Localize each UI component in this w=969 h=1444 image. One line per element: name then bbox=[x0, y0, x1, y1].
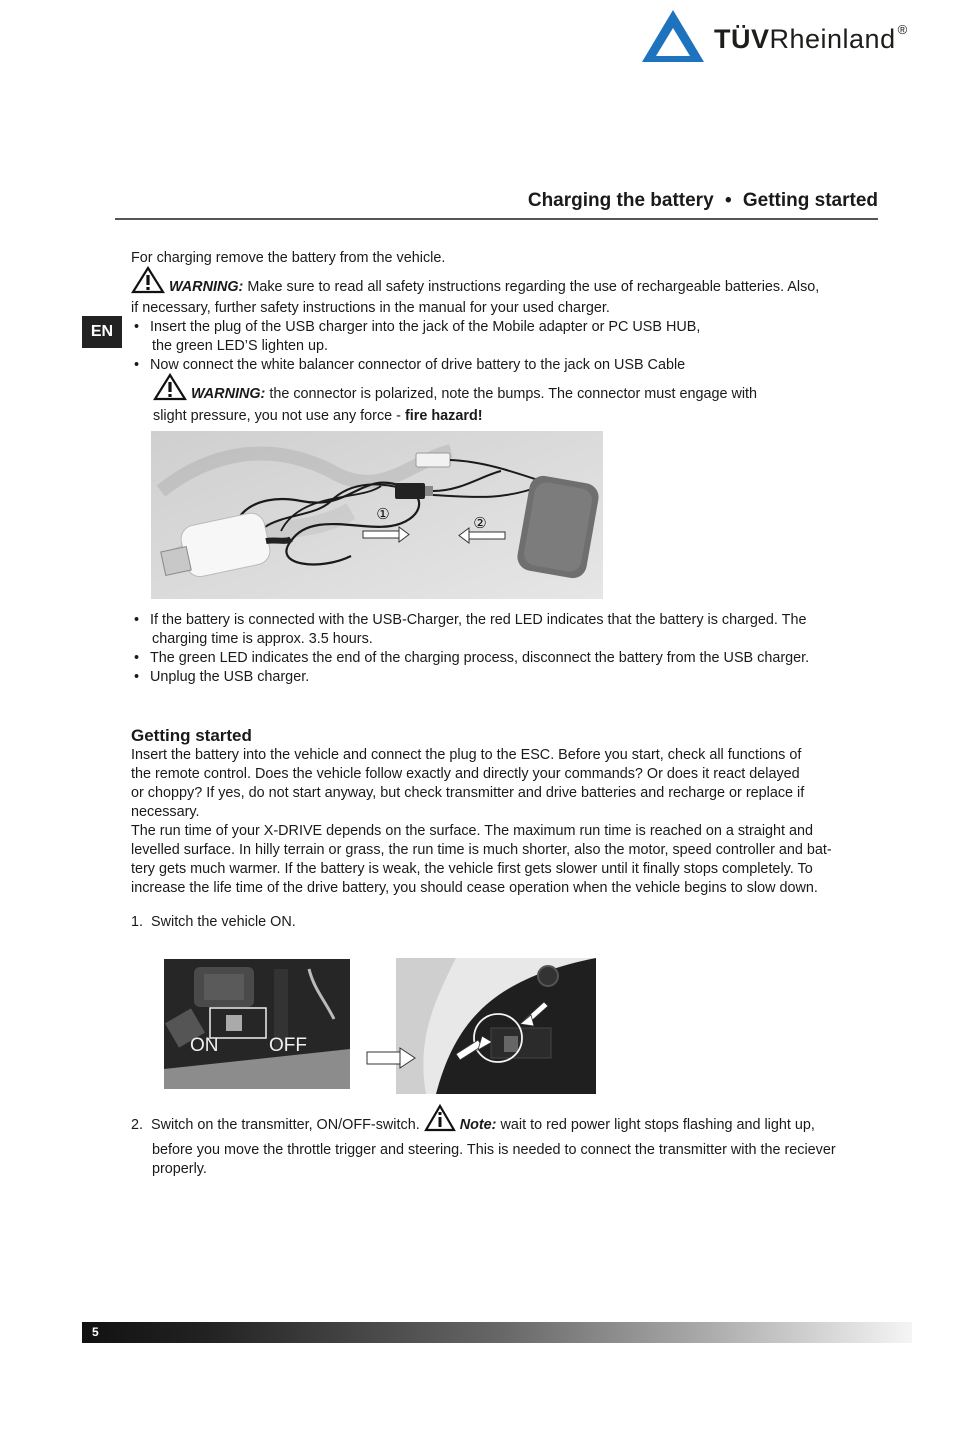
tuv-triangle-icon bbox=[640, 8, 706, 64]
pointer-arrow bbox=[366, 1047, 416, 1069]
header-separator: • bbox=[724, 190, 732, 211]
footer-bar bbox=[82, 1322, 912, 1343]
bullet-insert-plug: • Insert the plug of the USB charger into the jack of the Mobile adapter or PC USB HUB, bbox=[134, 319, 701, 335]
bullet-red-led: • If the battery is connected with the USB-Charger, the red LED indicates that the battery is charged. The bbox=[134, 612, 807, 628]
header-rule bbox=[115, 218, 878, 220]
charging-intro: For charging remove the battery from the vehicle. bbox=[131, 250, 446, 266]
getting-started-line-3: or choppy? If yes, do not start anyway, but check transmitter and drive batteries and recharge or replace if bbox=[131, 785, 805, 801]
header-subtitle: Getting started bbox=[742, 190, 878, 211]
warning-2-label: WARNING: bbox=[191, 386, 266, 402]
bullet-green-led: • The green LED indicates the end of the charging process, disconnect the battery from the USB charger. bbox=[134, 650, 810, 666]
vehicle-switch-closeup-illustration bbox=[396, 958, 596, 1094]
warning-2-line2: slight pressure, you not use any force - fire hazard! bbox=[153, 408, 483, 424]
warning-1-line1: Make sure to read all safety instructions regarding the use of rechargeable batteries. Also, bbox=[247, 279, 820, 295]
step-1 bbox=[131, 913, 296, 932]
vehicle-switch-closeup-photo bbox=[396, 958, 596, 1094]
step-2-line3: properly. bbox=[152, 1161, 207, 1177]
vehicle-switch-photo bbox=[164, 959, 350, 1089]
warning-triangle-icon bbox=[131, 266, 165, 294]
getting-started-line-5: The run time of your X-DRIVE depends on the surface. The maximum run time is reached on a straight and bbox=[131, 823, 814, 839]
usb-charger-battery-photo bbox=[151, 431, 603, 599]
info-triangle-icon bbox=[424, 1104, 456, 1132]
warning-1-line2: if necessary, further safety instructions in the manual for your used charger. bbox=[131, 300, 610, 316]
getting-started-line-2: the remote control. Does the vehicle follow exactly and directly your commands? Or does it react delayed bbox=[131, 766, 800, 782]
warning-2-line1: the connector is polarized, note the bumps. The connector must engage with bbox=[269, 386, 758, 402]
getting-started-line-4: necessary. bbox=[131, 804, 200, 820]
page-number: 5 bbox=[92, 1325, 99, 1339]
getting-started-line-7: tery gets much warmer. If the battery is weak, the vehicle first gets slower until it finally stops completely. To bbox=[131, 861, 813, 877]
warning-1-label: WARNING: bbox=[169, 279, 244, 295]
section-header bbox=[115, 190, 878, 212]
warning-1 bbox=[131, 266, 819, 297]
bullet-connect-balancer: • Now connect the white balancer connector of drive battery to the jack on USB Cable bbox=[134, 357, 686, 373]
bullet-red-led-line2: charging time is approx. 3.5 hours. bbox=[152, 631, 373, 647]
logo-wordmark: TÜVRheinland ® bbox=[714, 22, 908, 54]
step-2-pre: Switch on the transmitter, ON/OFF-switch. bbox=[151, 1117, 420, 1133]
language-badge: EN bbox=[82, 316, 122, 348]
step-2-line2: before you move the throttle trigger and steering. This is needed to connect the transmitter with the reciever bbox=[152, 1142, 836, 1158]
warning-2 bbox=[153, 373, 757, 404]
vehicle-switch-illustration bbox=[164, 959, 350, 1089]
switch-label-off: OFF bbox=[269, 1035, 307, 1056]
photo-label-step1: ① bbox=[376, 505, 390, 523]
photo-label-step2: ② bbox=[473, 514, 487, 532]
step-1-text: Switch the vehicle ON. bbox=[151, 914, 296, 930]
step-2-number: 2. bbox=[131, 1117, 144, 1133]
getting-started-line-6: levelled surface. In hilly terrain or grass, the run time is much shorter, also the motor, speed controller and bat- bbox=[131, 842, 832, 858]
switch-label-on: ON bbox=[190, 1035, 219, 1056]
bullet-insert-plug-line2: the green LED’S lighten up. bbox=[152, 338, 329, 354]
getting-started-line-1: Insert the battery into the vehicle and connect the plug to the ESC. Before you start, check all functions of bbox=[131, 747, 802, 763]
step-2 bbox=[131, 1104, 815, 1135]
tuv-rheinland-logo bbox=[640, 6, 960, 66]
usb-charger-battery-illustration bbox=[151, 431, 603, 599]
getting-started-line-8: increase the life time of the drive battery, you should cease operation when the vehicle begins to slow down. bbox=[131, 880, 818, 896]
warning-triangle-icon bbox=[153, 373, 187, 401]
note-label: Note: bbox=[459, 1117, 497, 1133]
bullet-unplug: • Unplug the USB charger. bbox=[134, 669, 310, 685]
getting-started-heading: Getting started bbox=[131, 726, 252, 745]
arrow-right-icon bbox=[366, 1047, 416, 1069]
step-1-number: 1. bbox=[131, 914, 144, 930]
step-2-post: wait to red power light stops flashing and light up, bbox=[500, 1117, 815, 1133]
header-title: Charging the battery bbox=[527, 190, 714, 211]
